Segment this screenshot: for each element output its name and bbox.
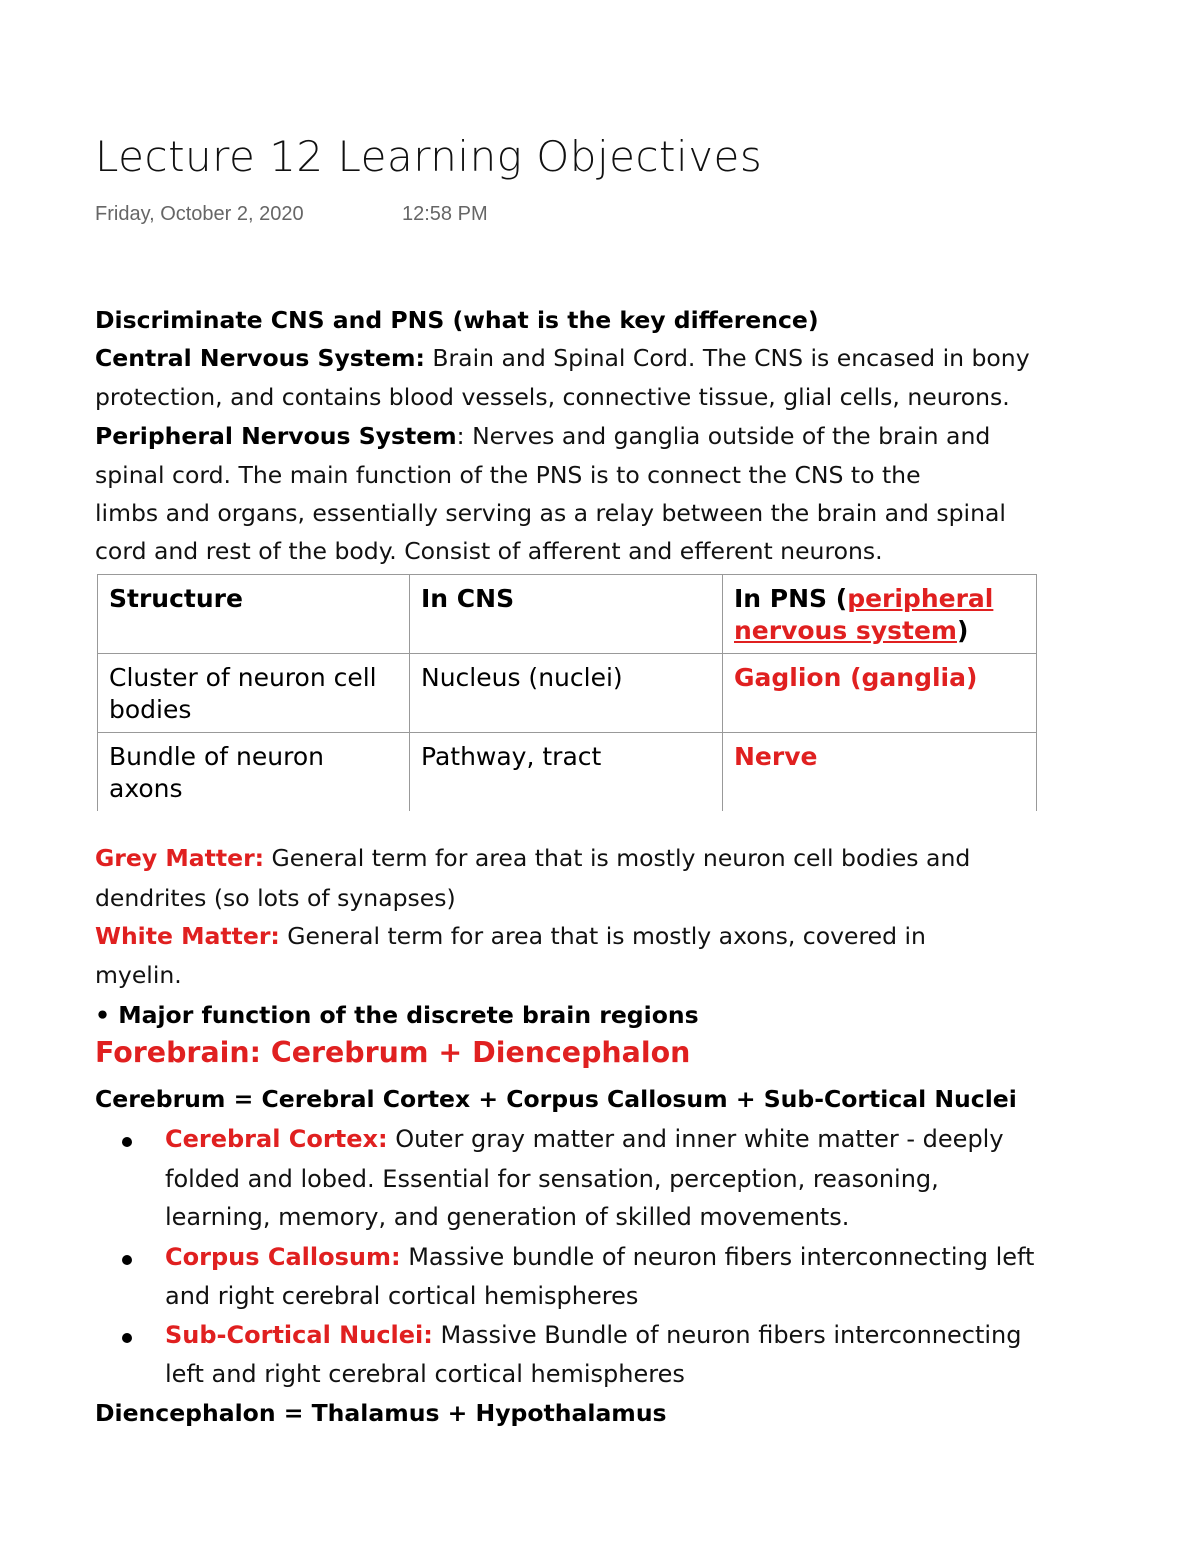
pns-label: Peripheral Nervous System bbox=[95, 422, 457, 450]
table-row bbox=[98, 654, 1037, 733]
bullet-icon bbox=[122, 1137, 132, 1147]
table-cell-structure: Cluster of neuron cell bodies bbox=[98, 654, 410, 733]
cns-pns-heading: Discriminate CNS and PNS (what is the key difference) bbox=[95, 306, 819, 334]
sub-cortical-label: Sub-Cortical Nuclei: bbox=[165, 1321, 433, 1349]
header-cns: In CNS bbox=[410, 575, 723, 654]
grey-matter-line2: dendrites (so lots of synapses) bbox=[95, 884, 456, 912]
grey-matter-text: General term for area that is mostly neuron cell bodies and bbox=[264, 844, 971, 872]
sub-cortical-line2: left and right cerebral cortical hemispheres bbox=[165, 1360, 685, 1388]
page-title: Lecture 12 Learning Objectives bbox=[95, 132, 763, 181]
white-matter-label: White Matter: bbox=[95, 922, 280, 950]
bullet-icon bbox=[122, 1255, 132, 1265]
corpus-callosum-line bbox=[165, 1242, 1034, 1272]
bullet-icon bbox=[122, 1333, 132, 1343]
corpus-callosum-label: Corpus Callosum: bbox=[165, 1243, 401, 1271]
white-matter-line bbox=[95, 921, 1125, 951]
grey-matter-label: Grey Matter: bbox=[95, 844, 265, 872]
cerebral-cortex-label: Cerebral Cortex: bbox=[165, 1125, 388, 1153]
corpus-callosum-line2: and right cerebral cortical hemispheres bbox=[165, 1282, 639, 1310]
cerebral-cortex-line3: learning, memory, and generation of skilled movements. bbox=[165, 1203, 850, 1231]
table-cell-pns: Gaglion (ganglia) bbox=[723, 654, 1037, 733]
page-meta bbox=[95, 203, 488, 226]
header-structure: Structure bbox=[98, 575, 410, 654]
diencephalon-heading: Diencephalon = Thalamus + Hypothalamus bbox=[95, 1399, 667, 1427]
cerebral-cortex-text: Outer gray matter and inner white matter - deeply bbox=[387, 1125, 1004, 1153]
white-matter-line2: myelin. bbox=[95, 961, 182, 989]
grey-matter-line bbox=[95, 843, 1125, 873]
cerebrum-heading: Cerebrum = Cerebral Cortex + Corpus Callosum + Sub-Cortical Nuclei bbox=[95, 1085, 1017, 1113]
cns-text: Brain and Spinal Cord. The CNS is encased in bony bbox=[424, 344, 1030, 372]
table-cell-pns: Nerve bbox=[723, 733, 1037, 812]
forebrain-heading: Forebrain: Cerebrum + Diencephalon bbox=[95, 1036, 691, 1069]
page-date: Friday, October 2, 2020 bbox=[95, 203, 304, 225]
header-pns-prefix: In PNS ( bbox=[734, 584, 848, 613]
cns-text-line2: protection, and contains blood vessels, connective tissue, glial cells, neurons. bbox=[95, 383, 1010, 411]
pns-text: : Nerves and ganglia outside of the brain and bbox=[456, 422, 991, 450]
cns-label: Central Nervous System: bbox=[95, 344, 425, 372]
pns-text-line2: spinal cord. The main function of the PNS is to connect the CNS to the bbox=[95, 461, 921, 489]
pns-text-line4: cord and rest of the body. Consist of afferent and efferent neurons. bbox=[95, 537, 883, 565]
cns-paragraph-line bbox=[95, 343, 1125, 373]
table-row bbox=[98, 733, 1037, 812]
sub-cortical-text: Massive Bundle of neuron fibers interconnecting bbox=[432, 1321, 1022, 1349]
sub-cortical-line bbox=[165, 1320, 1022, 1350]
cns-pns-table bbox=[97, 574, 1037, 811]
brain-regions-heading: • Major function of the discrete brain regions bbox=[95, 1001, 699, 1029]
pns-text-line3: limbs and organs, essentially serving as a relay between the brain and spinal bbox=[95, 499, 1006, 527]
cerebral-cortex-line2: folded and lobed. Essential for sensation, perception, reasoning, bbox=[165, 1165, 939, 1193]
page-time: 12:58 PM bbox=[402, 203, 488, 225]
header-pns-suffix: ) bbox=[956, 616, 969, 645]
table-cell-cns: Nucleus (nuclei) bbox=[410, 654, 723, 733]
pns-paragraph-line bbox=[95, 421, 1125, 451]
cerebral-cortex-line bbox=[165, 1124, 1004, 1154]
table-header-row bbox=[98, 575, 1037, 654]
table-cell-cns: Pathway, tract bbox=[410, 733, 723, 812]
corpus-callosum-text: Massive bundle of neuron fibers interconnecting left bbox=[400, 1243, 1035, 1271]
header-pns-red: peripheral nervous system bbox=[734, 584, 994, 645]
table-cell-structure: Bundle of neuron axons bbox=[98, 733, 410, 812]
white-matter-text: General term for area that is mostly axons, covered in bbox=[279, 922, 926, 950]
header-pns bbox=[723, 575, 1037, 654]
